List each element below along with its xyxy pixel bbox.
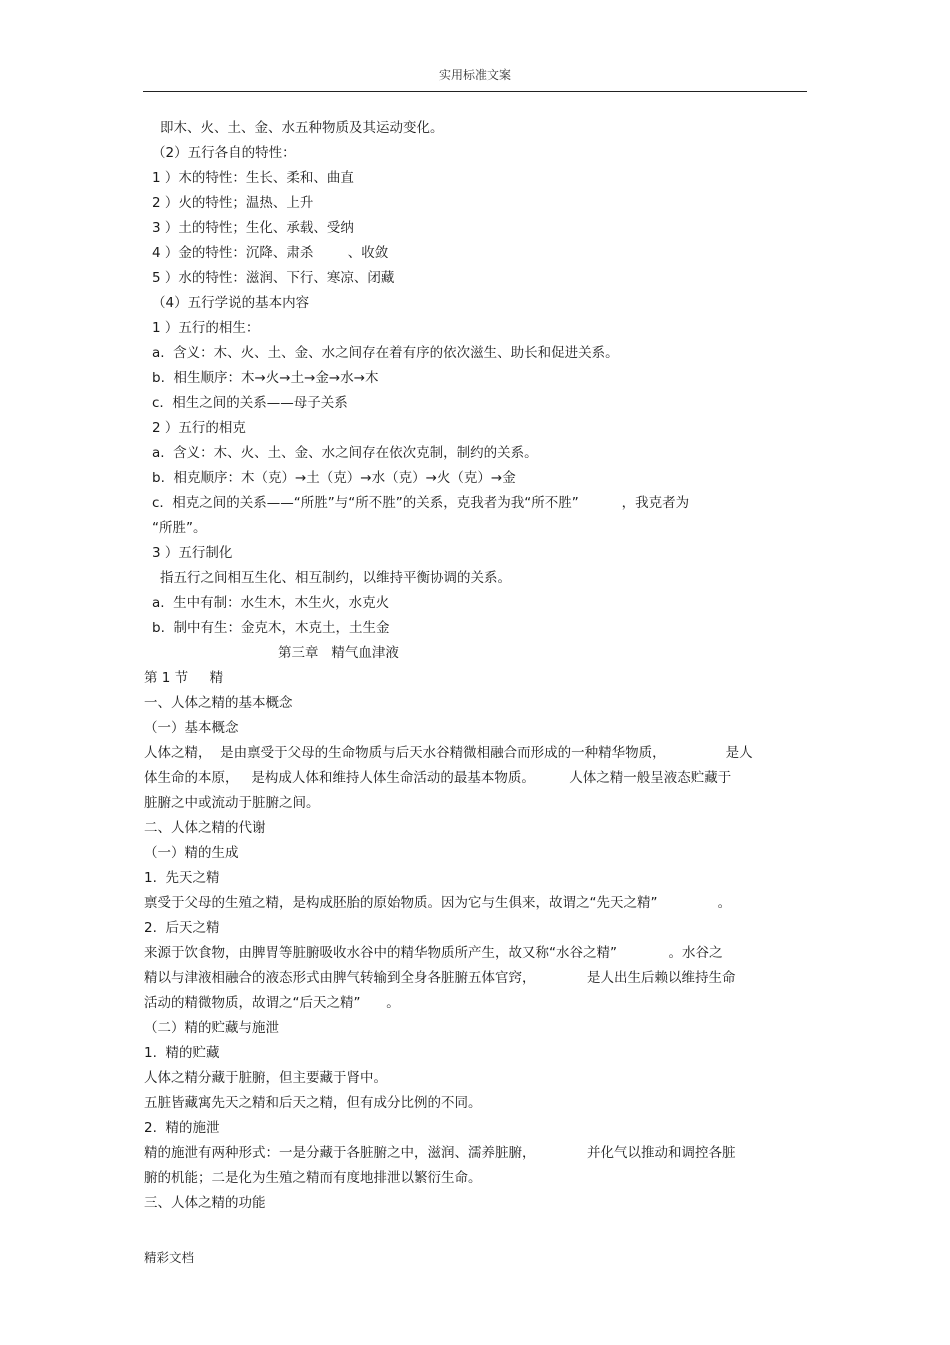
paragraph-line: 人体之精， 是由禀受于父母的生命物质与后天水谷精微相融合而形成的一种精华物质， 是人: [144, 745, 753, 761]
section-heading: 一、人体之精的基本概念: [144, 695, 293, 711]
paragraph-line: b. 相生顺序：木→火→土→金→水→木: [152, 370, 379, 386]
subsection-heading: （一）基本概念: [144, 720, 239, 736]
paragraph-line: 1 ）五行的相生：: [152, 320, 260, 336]
section-heading: 三、人体之精的功能: [144, 1195, 266, 1211]
paragraph-line: 五脏皆藏寓先天之精和后天之精，但有成分比例的不同。: [144, 1095, 482, 1111]
paragraph-line: 指五行之间相互生化、相互制约，以维持平衡协调的关系。: [160, 570, 511, 586]
paragraph-line: b. 制中有生：金克木，木克土，土生金: [152, 620, 390, 636]
paragraph-line: 腑的机能；二是化为生殖之精而有度地排泄以繁衍生命。: [144, 1170, 482, 1186]
paragraph-line: 活动的精微物质，故谓之“后天之精” 。: [144, 995, 400, 1011]
paragraph-line: 体生命的本原， 是构成人体和维持人体生命活动的最基本物质。 人体之精一般呈液态贮藏于: [144, 770, 732, 786]
paragraph-line: 5 ）水的特性：滋润、下行、寒凉、闭藏: [152, 270, 395, 286]
paragraph-line: 2 ）五行的相克: [152, 420, 246, 436]
item-heading: 2. 后天之精: [144, 920, 220, 936]
paragraph-line: 精的施泄有两种形式：一是分藏于各脏腑之中，滋润、濡养脏腑， 并化气以推动和调控各脏: [144, 1145, 736, 1161]
chapter-title: 第三章 精气血津液: [278, 645, 399, 661]
paragraph-line: a. 含义：木、火、土、金、水之间存在着有序的依次滋生、助长和促进关系。: [152, 345, 619, 361]
subsection-heading: （一）精的生成: [144, 845, 239, 861]
paragraph-line: 3 ）土的特性；生化、承载、受纳: [152, 220, 354, 236]
paragraph-line: c. 相克之间的关系——“所胜”与“所不胜”的关系，克我者为我“所不胜” ，我克者为: [152, 495, 690, 511]
paragraph-line: 1 ）木的特性：生长、柔和、曲直: [152, 170, 354, 186]
paragraph-line: “所胜”。: [152, 520, 207, 536]
paragraph-line: a. 生中有制：水生木，木生火，水克火: [152, 595, 390, 611]
paragraph-line: （2）五行各自的特性：: [152, 145, 296, 161]
paragraph-line: 精以与津液相融合的液态形式由脾气转输到全身各脏腑五体官窍， 是人出生后赖以维持生命: [144, 970, 736, 986]
paragraph-line: 禀受于父母的生殖之精，是构成胚胎的原始物质。因为它与生俱来，故谓之“先天之精” 。: [144, 895, 732, 911]
paragraph-line: 即木、火、土、金、水五种物质及其运动变化。: [160, 120, 444, 136]
section-heading: 第 1 节 精: [144, 670, 224, 686]
page-footer: 精彩文档: [144, 1250, 195, 1265]
item-heading: 1. 精的贮藏: [144, 1045, 220, 1061]
subsection-heading: （二）精的贮藏与施泄: [144, 1020, 279, 1036]
document-body: [144, 116, 806, 1216]
item-heading: 1. 先天之精: [144, 870, 220, 886]
paragraph-line: 脏腑之中或流动于脏腑之间。: [144, 795, 320, 811]
item-heading: 2. 精的施泄: [144, 1120, 220, 1136]
paragraph-line: 2 ）火的特性；温热、上升: [152, 195, 314, 211]
paragraph-line: c. 相生之间的关系——母子关系: [152, 395, 348, 411]
paragraph-line: 4 ）金的特性：沉降、肃杀 、收敛: [152, 245, 389, 261]
page-header: 实用标准文案: [438, 68, 511, 82]
paragraph-line: 3 ）五行制化: [152, 545, 233, 561]
section-heading: 二、人体之精的代谢: [144, 820, 266, 836]
paragraph-line: a. 含义：木、火、土、金、水之间存在依次克制，制约的关系。: [152, 445, 538, 461]
header-divider: [143, 91, 807, 92]
paragraph-line: 人体之精分藏于脏腑，但主要藏于肾中。: [144, 1070, 387, 1086]
paragraph-line: b. 相克顺序：木（克）→土（克）→水（克）→火（克）→金: [152, 470, 516, 486]
paragraph-line: 来源于饮食物，由脾胃等脏腑吸收水谷中的精华物质所产生，故又称“水谷之精” 。水谷之: [144, 945, 723, 961]
paragraph-line: （4）五行学说的基本内容: [152, 295, 310, 311]
